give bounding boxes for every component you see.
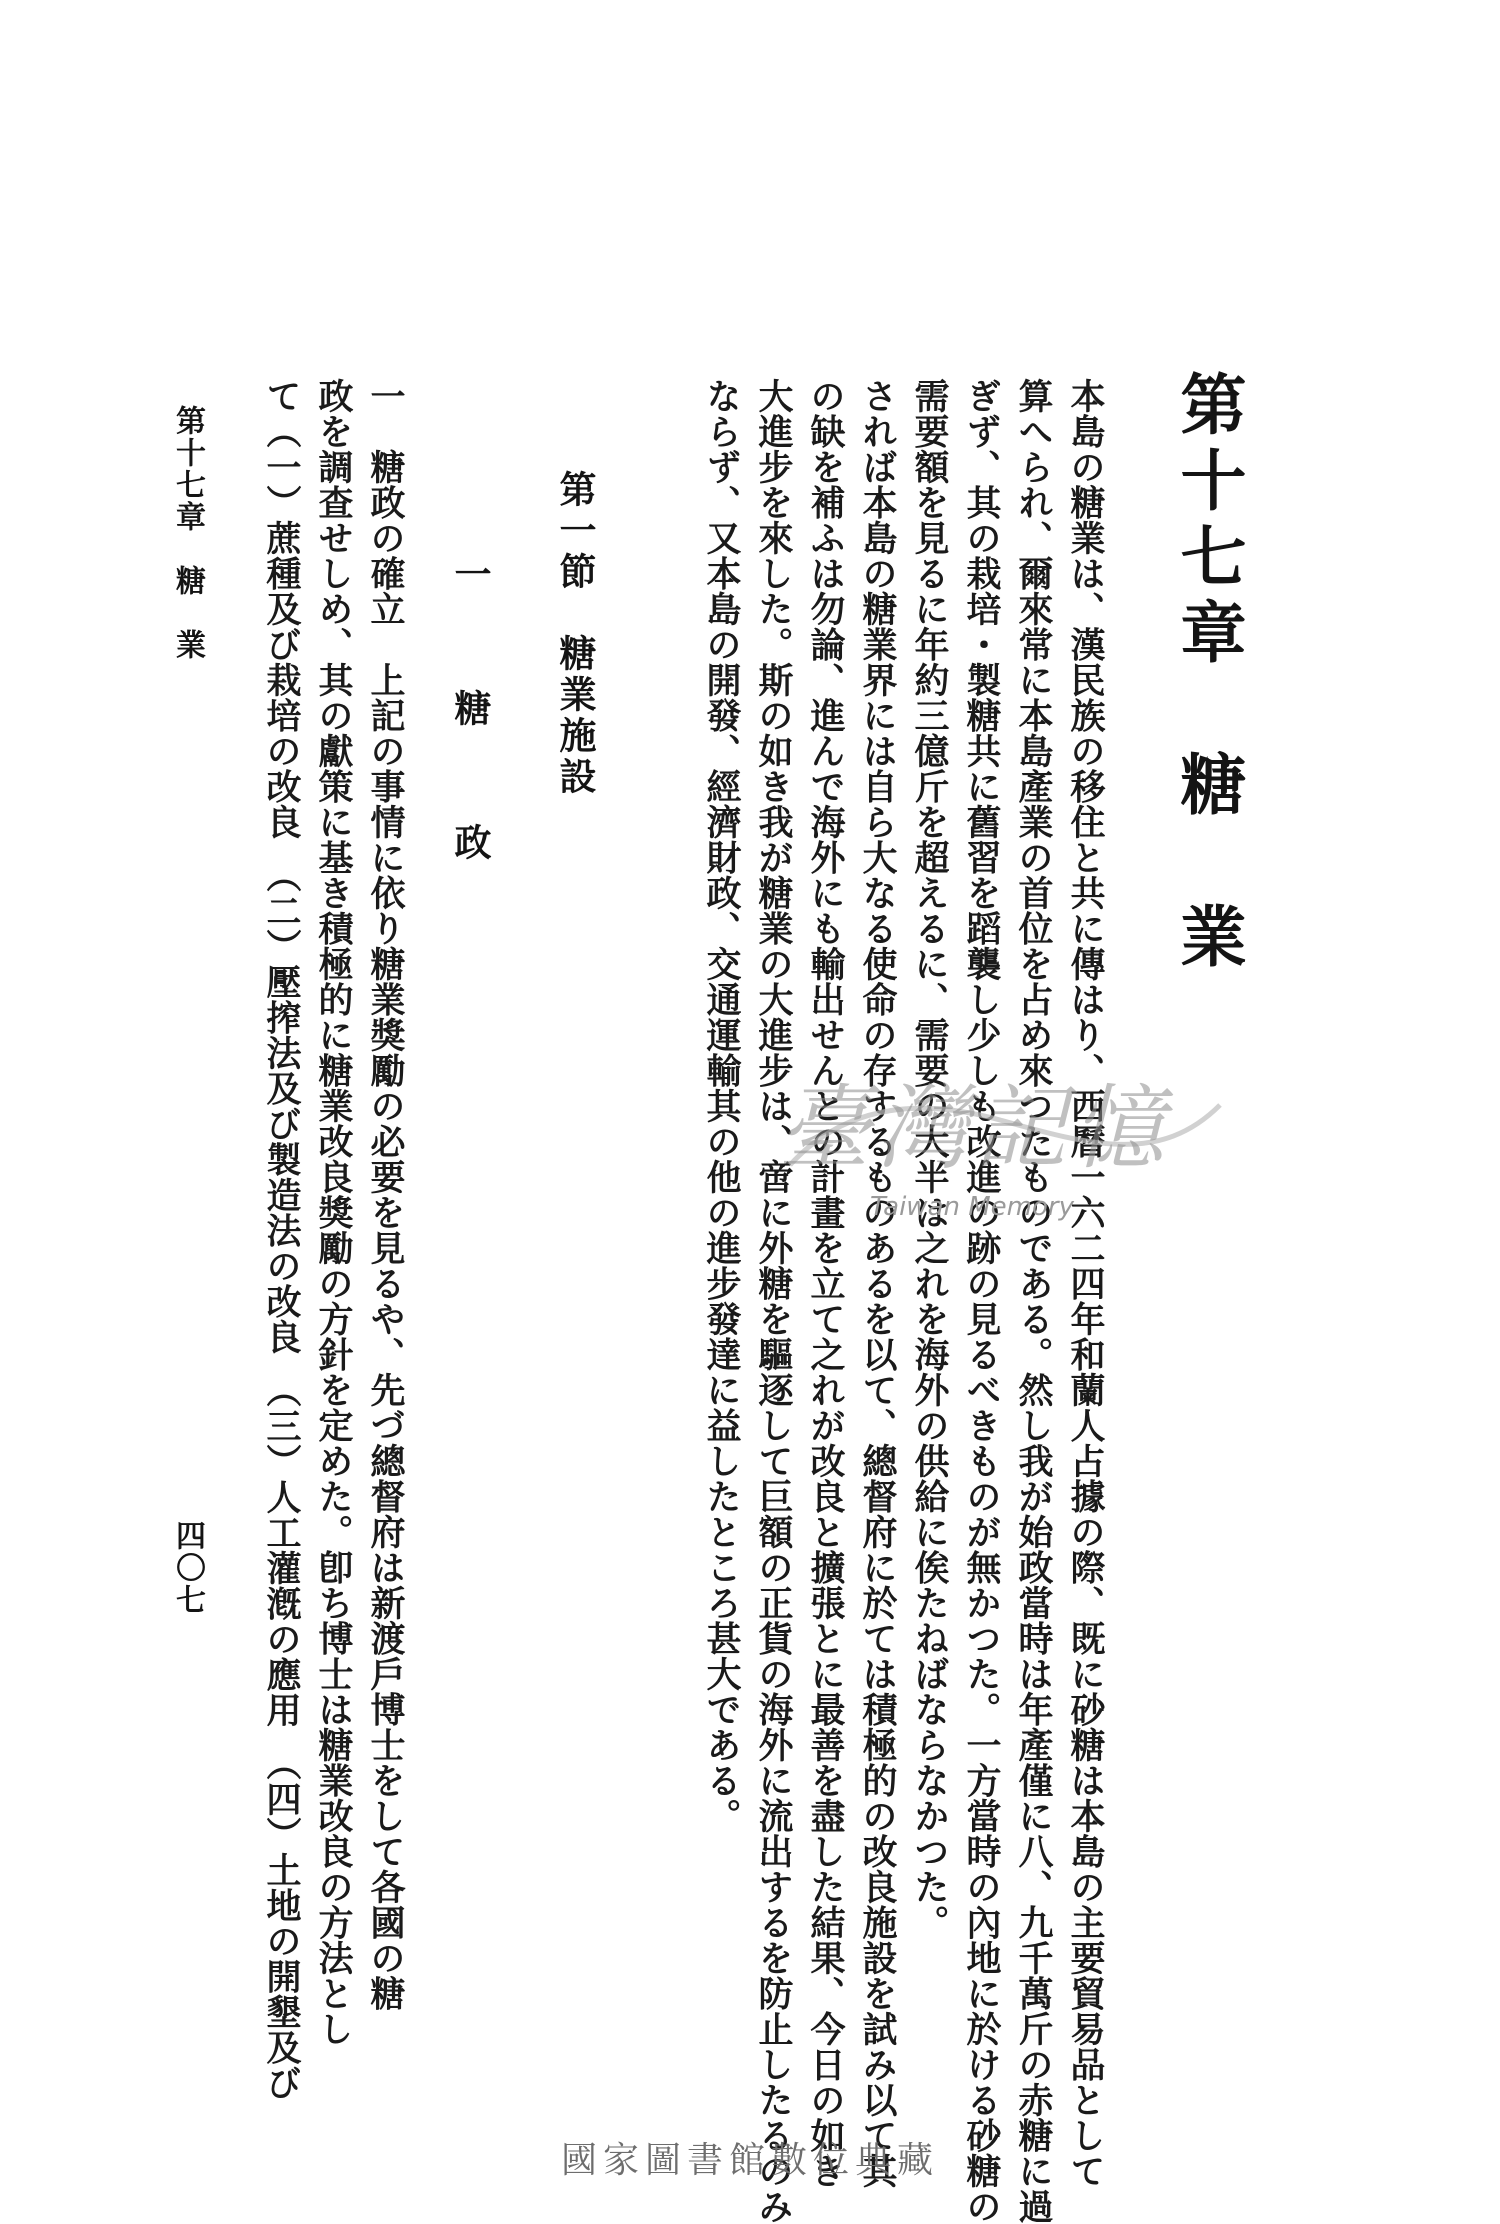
repository-label: 國家圖書館數位典藏 — [560, 2140, 939, 2181]
section-heading: 第一節 糖業施設 — [553, 470, 597, 798]
intro-line-1: 本島の糖業は、漢民族の移住と共に傳はり、西曆一六二四年和蘭人占據の際、既に砂糖は本島の主要貿易品として — [1065, 378, 1106, 2189]
item-line-1: 一 糖政の確立 上記の事情に依り糖業獎勵の必要を見るや、先づ總督府は新渡戶博士をして各國の糖 — [365, 378, 406, 2011]
watermark-logo-text: 臺灣記憶 — [778, 1075, 1171, 1182]
intro-line-8: ならず、又本島の開發、經濟財政、交通運輸其の他の進步發達に益したところ甚大である。 — [701, 378, 742, 1834]
item-line-3: て（一）蔗種及び栽培の改良 （二）壓搾法及び製造法の改良 （三）人工灌漑の應用 （四）土地の開墾及び — [261, 378, 302, 2101]
page-number: 四〇七 — [170, 1520, 205, 1616]
watermark-subtitle: Taiwan Memory — [870, 1192, 1074, 1222]
sub-heading: 一 糖 政 — [448, 555, 492, 890]
intro-line-5: されば本島の糖業界には自ら大なる使命の存するものあるを以て、總督府に於ては積極的の改良施設を試み以て其 — [857, 378, 898, 2189]
item-line-2: 政を調查せしめ、其の獻策に基き積極的に糖業改良獎勵の方針を定めた。卽ち博士は糖業改良の方法とし — [313, 378, 354, 2047]
chapter-title: 第十七章 糖 業 — [1169, 370, 1247, 978]
intro-line-3: ぎず、其の栽培・製糖共に舊習を蹈襲し少しも改進の跡の見るべきものが無かつた。一方當時の內地に於ける砂糖の — [961, 378, 1002, 2224]
intro-line-6: の缺を補ふは勿論、進んで海外にも輸出せんとの計畫を立て之れが改良と擴張とに最善を盡した結果、今日の如き — [805, 378, 846, 2189]
intro-line-7: 大進步を來した。斯の如き我が糖業の大進步は、啻に外糖を驅逐して巨額の正貨の海外に流出するを防止したるのみ — [753, 378, 794, 2224]
running-title: 第十七章 糖 業 — [170, 405, 205, 661]
intro-line-2: 算へられ、爾來常に本島產業の首位を占め來つたものである。然し我が始政當時は年產僅に八、九千萬斤の赤糖に過 — [1013, 378, 1054, 2224]
intro-line-4: 需要額を見るに年約三億斤を超えるに、需要の大半は之れを海外の供給に俟たねばならなかつた。 — [909, 378, 950, 1940]
